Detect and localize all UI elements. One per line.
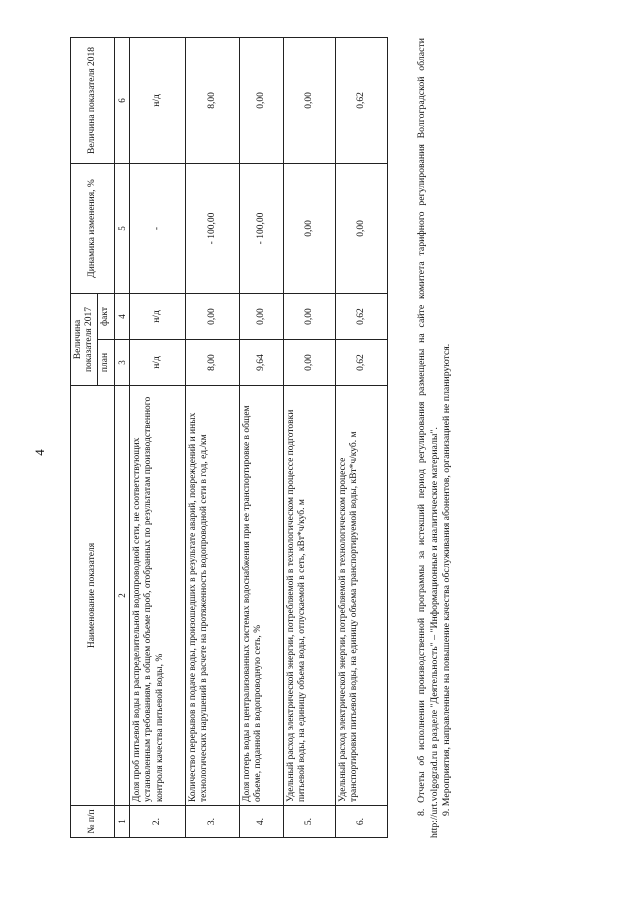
row-plan: 0,62 [336,340,388,386]
row-fact: 0,00 [186,293,240,339]
row-plan: 0,00 [284,340,336,386]
header-value-2017: Величина показателя 2017 [71,293,98,385]
row-fact: н/д [130,293,186,339]
table-row [186,37,240,837]
header-num: № п/п [71,806,115,838]
notes-section [416,38,454,838]
row-num: 2. [130,806,186,838]
row-name: Количество перерывов в подаче воды, произошедших в результате аварий, повреждений и иных технологических нарушений в расчете на протяженность водопроводной сети в год, ед./км [186,386,240,806]
header-name: Наименование показателя [71,386,115,806]
row-dynamics: - [130,163,186,293]
row-fact: 0,62 [336,293,388,339]
row-dynamics: 0,00 [336,163,388,293]
table-row [336,37,388,837]
row-num: 4. [240,806,284,838]
table-row [130,37,186,837]
row-value-2018: 0,00 [240,37,284,163]
row-dynamics: - 100,00 [240,163,284,293]
row-fact: 0,00 [284,293,336,339]
col-number: 2 [114,386,130,806]
page-number: 4 [32,449,47,456]
row-num: 6. [336,806,388,838]
row-dynamics: 0,00 [284,163,336,293]
row-plan: 9,64 [240,340,284,386]
row-value-2018: 0,62 [336,37,388,163]
row-plan: 8,00 [186,340,240,386]
table-row [240,37,284,837]
row-dynamics: - 100,00 [186,163,240,293]
header-row-1 [71,37,98,837]
col-number: 4 [114,293,130,339]
col-number: 5 [114,163,130,293]
row-name: Доля проб питьевой воды в распределительной водопроводной сети, не соответствующих установленным требованиям, в общем объеме проб, отобранных по результатам производственного контроля качества питьевой воды, % [130,386,186,806]
row-name: Удельный расход электрической энергии, потребляемой в технологическом процессе транспортировки питьевой воды, на единицу объема транспортируемой воды, кВт*ч/куб. м [336,386,388,806]
col-number: 3 [114,340,130,386]
header-value-2018: Величина показателя 2018 [71,37,115,163]
table-row [284,37,336,837]
note-9: 9. Мероприятия, направленные на повышение качества обслуживания абонентов, организацией не планируются. [441,343,453,816]
row-name: Доля потерь воды в централизованных системах водоснабжения при ее транспортировке в общем объеме, поданной в водопроводную сеть, % [240,386,284,806]
header-fact: факт [98,293,114,339]
row-value-2018: н/д [130,37,186,163]
col-number: 6 [114,37,130,163]
column-numbers-row [114,37,130,837]
row-fact: 0,00 [240,293,284,339]
row-value-2018: 8,00 [186,37,240,163]
row-num: 3. [186,806,240,838]
col-number: 1 [114,806,130,838]
row-num: 5. [284,806,336,838]
row-name: Удельный расход электрической энергии, потребляемой в технологическом процессе подготовки питьевой воды, на единицу объема воды, отпускаемой в сеть, кВт*ч/куб. м [284,386,336,806]
note-8: 8. Отчеты об исполнении производственной программы за истекший период регулирования размещены на сайте комитета тарифного регулирования Волгоградской области http://urt.volgograd.ru в разделе "Деятельность" – "Информационные и аналитические материалы". [416,38,440,838]
header-dynamics: Динамика изменения, % [71,163,115,293]
row-value-2018: 0,00 [284,37,336,163]
indicators-table [70,37,388,838]
row-plan: н/д [130,340,186,386]
header-plan: план [98,340,114,386]
rotated-page [20,25,620,880]
